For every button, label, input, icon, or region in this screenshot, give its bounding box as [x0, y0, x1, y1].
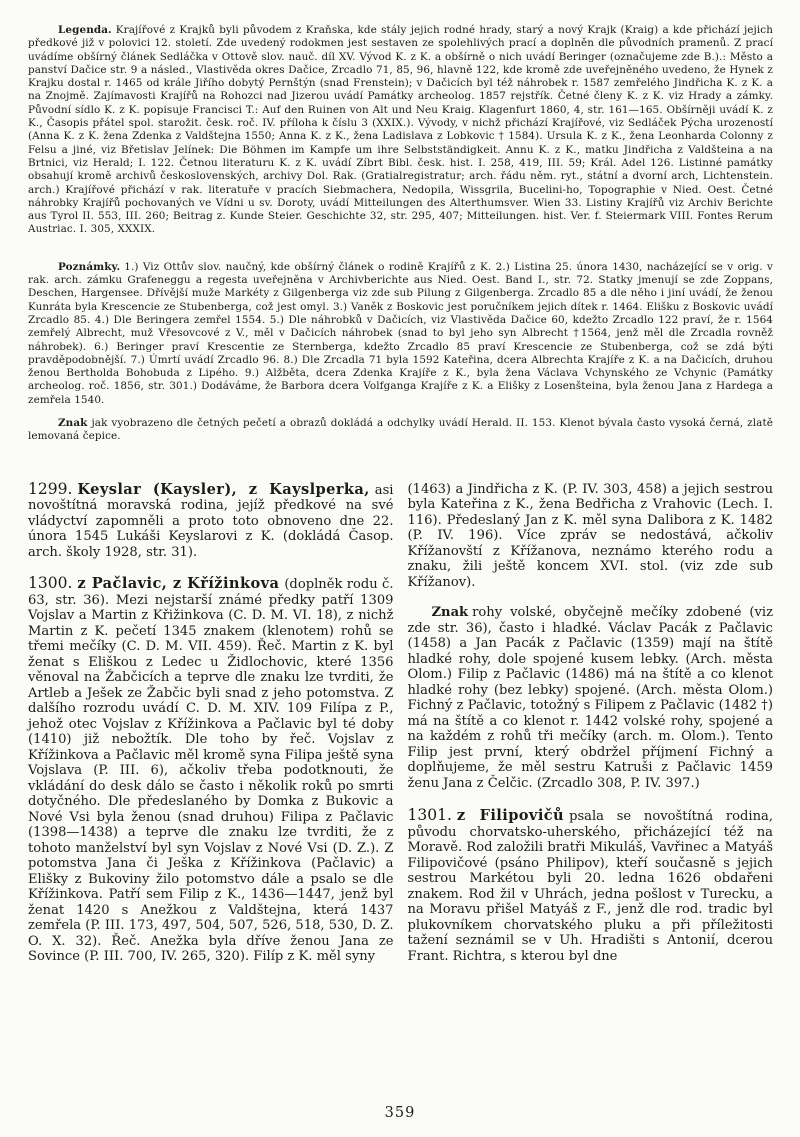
- entry-1301-number: 1301.: [407, 806, 452, 825]
- notes-paragraph: [28, 261, 773, 407]
- two-column-section: [28, 479, 773, 981]
- entry-1299: [28, 479, 394, 561]
- legend-paragraph: [28, 24, 773, 237]
- entry-1300-crest-text: rohy volské, obyčejně mečíky zdobené (viz zde str. 36), často i hladké. Václav Pacák z Pačlavic (1458) a Jan Pacák z Pačlavic (1359) mají na štítě hladké rohy, dole spojené kusem lebky. (Arch. města Olom.) Filip z Pačlavic (1486) má na štítě a co klenot hladké rohy (bez lebky) spojené. (Arch. města Olom.) Fichný z Pačlavic, totožný s Filipem z Pačlavic (1482 †) má na štítě a co klenot r. 1442 volské rohy, spojené a na každém z rohů tři mečíky (arch. m. Olom.). Tento Filip jest první, který obdržel příjmení Fichný a doplňujeme, že měl sestru Katruši z Pačlavic 1459 ženu Jana z Čelčic. (Zrcadlo 308, P. IV. 397.): [407, 605, 773, 791]
- right-column: [408, 482, 774, 981]
- entry-1300-paragraph: [28, 576, 394, 965]
- entry-1301-text: psala se novoštítná rodina, původu chorvatsko-uherského, přicházející též na Moravě. Rod založili bratři Mikuláš, Vavřinec a Matyáš Filipovičové (psáno Philipov), kteří současně s jejich sestrou Markétou byli 20. ledna 1626 obdařeni znakem. Rod žil v Uhrách, jedna pošlost v Turecku, a na Moravu přišel Matyáš z F., jenž dle rod. tradic byl plukovníkem chorvatského pluku a při příležitosti tažení seznámil se v Uh. Hradišti s Antonií, dcerou Frant. Richtra, s kterou byl dne: [407, 809, 773, 964]
- crest-note-lead: Znak: [58, 417, 88, 430]
- legend-text: Krajířové z Krajků byli původem z Kraňska, kde stály jejich rodné hrady, starý a nový Krajk (Kraig) a kde přichází jejich předkové již v polovici 12. století. Zde uvedený rodokmen jest sestaven ze spolehlivých prací a doplněn dle původních pramenů. Z prací uvádíme obšírný článek Sedláčka v Ottově slov. nauč. díl XV. Vývod K. z K. a obšírně o nich uvádí Beringer (označujeme zde B.).: Město a panství Dačice str. 9 a násled., Vlastivěda okres Dačice, Zrcadlo 71, 85, 96, hlavně 122, kde kromě zde uveřejněného uvedeno, že Hynek z Krajku dostal r. 1465 od krále Jiřího dobytý Pernštýn (snad Frenstein); v Dačicích byl též náhrobek r. 1587 zemřelého Jindřicha K. z K. a na Znojmě. Zajímavosti Krajířů na Rohozci nad Jizerou uvádí Památky archeolog. 1857 rejstřík. Četné členy K. z K. viz Hrady a zámky. Původní sídlo K. z K. popisuje Francisci T.: Auf den Ruinen von Alt und Neu Kraig. Klagenfurt 1860, 4, str. 161—165. Obšírněji uvádí K. z K., Časopis přátel spol. starožit. česk. roč. IV. příloha k číslu 3 (XXIX.). Vývody, v nichž přichází Krajířové, viz Sedláček Pýcha urozeností (Anna K. z K. žena Zdenka z Valdštejna 1550; Anna K. z K., žena Ladislava z Lobkovic † 1584). Ursula K. z K., žena Leonharda Colonny z Felsu a jiné, viz Břetislav Jelínek: Die Böhmen im Kampfe um ihre Selbstständigkeit. Annu K. z K., matku Jindřicha z Valdšteina a na Brtnici, viz Herald; I. 122. Četnou literaturu K. z K. uvádí Zíbrt Bibl. česk. hist. I. 258, 419, III. 59; Král. Adel 126. Listinné památky obsahují kromě archivů československých, archivy Dol. Rak. (Gratialregistratur; arch. řádu něm. ryt., státní a dvorní arch, Lichtenstein. arch.) Krajířové přichází v rak. literatuře v pracích Siebmachera, Nedopila, Wissgrila, Bucelini-ho, Topographie v Nied. Oest. Četné náhrobky Krajířů pochovaných ve Vídni u sv. Doroty, uvádí Mitteilungen des Alterthumsver. Wien 33. Listiny Krajířů viz Archiv Berichte aus Tyrol II. 553, III. 260; Beitrag z. Kunde Steier. Geschichte 32, str. 295, 407; Mitteilungen. hist. Ver. f. Steiermark VIII. Fontes Rerum Austriac. I. 305, XXXIX.: [28, 24, 773, 236]
- left-column: [28, 479, 394, 981]
- entry-1299-number: 1299.: [28, 479, 73, 498]
- notes-lead: Poznámky.: [58, 260, 121, 273]
- entry-1300: [28, 576, 394, 965]
- entry-1299-name: Keyslar (Kaysler), z Kayslperka,: [77, 480, 370, 498]
- entry-1301-name: z Filipovičů: [456, 807, 565, 825]
- entry-1300-name: z Pačlavic, z Křížinkova: [77, 575, 280, 593]
- entry-1301-paragraph: [408, 808, 774, 964]
- entry-1300-text: (doplněk rodu č. 63, str. 36). Mezi nejstarší známé předky patří 1309 Vojslav a Martin z Křižinkova (C. D. M. VI. 18), z nichž Martin z K. pečetí 1345 znakem (klenotem) rohů se třemi mečíky (C. D. M. VII. 459). Řeč. Martin z K. byl ženat s Eliškou z Ledec u Židlochovic, které 1356 věnoval na Žabčicích a teprve dle znaku lze tvrditi, že Artleb a Ješek ze Žabčic byli snad z jeho potomstva. Z dalšího rozrodu uvádí C. D. M. XIV. 109 Filípa z P., jehož otec Vojslav z Křížinkova a Pačlavic byl té doby (1410) již nebožtík. Dle toho by řeč. Vojslav z Křížinkova a Pačlavic měl kromě syna Filipa ještě syna Vojslava (P. III. 6), ačkoliv třeba podotknouti, že vkládání do desk dálo se často i několik roků po smrti dotyčného. Dle předeslaného by Domka z Bukovic a Nové Vsi byla ženou (snad druhou) Filipa z Pačlavic (1398—1438) a teprve dle znaku lze tvrditi, že z tohoto manželství byl syn Vojslav z Nové Vsi (D. Z.). Z potomstva Jana či Ješka z Křížinkova (Pačlavic) a Elišky z Bukoviny žilo potomstvo dále a psalo se dle Křížinkova. Patří sem Filip z K., 1436—1447, jenž byl ženat 1420 s Anežkou z Valdštejna, která 1437 zemřela (P. III. 173, 497, 504, 507, 526, 518, 530, D. Z. O. X. 32). Řeč. Anežka byla dříve ženou Jana ze Sovince (P. III. 700, IV. 265, 320). Filíp z K. měl syny: [28, 577, 394, 965]
- entry-1300-continuation: (1463) a Jindřicha z K. (P. IV. 303, 458) a jejich sestrou byla Kateřina z K., žena Bedřicha z Vrahovic (Lech. I. 116). Předeslaný Jan z K. měl syna Dalibora z K. 1482 (P. IV. 196). Více zpráv se nedostává, ačkoliv Křížanovští z Křížanova, neznámo kterého rodu a znaku, žili ještě koncem XVI. stol. (viz zde sub Křížanov).: [407, 481, 773, 590]
- crest-note-paragraph: [28, 417, 773, 444]
- page-number: 359: [384, 1105, 416, 1121]
- crest-note-text: jak vyobrazeno dle četných pečetí a obrazů dokládá a odchylky uvádí Herald. II. 153. Klenot bývala často vysoká černá, zlatě lemovaná čepice.: [28, 417, 773, 443]
- intro-block: [28, 24, 773, 444]
- entry-1299-text: asi novoštítná moravská rodina, jejíž předkové na své vládyctví zapomněli a proto toto obnoveno dne 22. února 1545 Lukáši Keyslarovi z K. (dokládá Časop. arch. školy 1928, str. 31).: [28, 482, 394, 560]
- legend-lead: Legenda.: [58, 24, 112, 36]
- entry-1300-number: 1300.: [28, 574, 73, 593]
- document-page: [28, 24, 773, 981]
- entry-1300-crest-paragraph: [408, 605, 774, 791]
- notes-text: 1.) Viz Ottův slov. naučný, kde obšírný článek o rodině Krajířů z K. 2.) Listina 25. února 1430, nacházející se v orig. v rak. arch. zámku Grafeneggu a regesta uveřejněna v Archivberichte aus Nied. Oest. Band I., str. 72. Statky jmenují se zde Zoppans, Deschen, Hargensee. Dřívější muže Markéty z Gilgenberga viz zde sub Pilung z Gilgenberga. Zrcadlo 85 a dle něho i jiní uvádí, že ženou Kunráta byla Krescencie ze Stubenberga, což jest omyl. 3.) Vaněk z Boskovic jest poručníkem jejich dítek r. 1464. Elišku z Boskovic uvádí Zrcadlo 85. 4.) Dle Beringera zemřel 1554. 5.) Dle náhrobků v Dačicích, viz Vlastivěda Dačice 60, kdežto Zrcadlo 122 praví, že r. 1564 zemřelý Albrecht, muž Vřesovcové z V., měl v Dačicích náhrobek (snad to byl jeho syn Albrecht †1564, jenž měl dle Zrcadla rovněž náhrobek). 6.) Beringer praví Krescentie ze Sternberga, kdežto Zrcadlo 85 praví Krescencie ze Stubenberga, což se zdá býti pravděpodobnější. 7.) Úmrtí uvádí Zrcadlo 96. 8.) Dle Zrcadla 71 byla 1592 Kateřina, dcera Albrechta Krajíře z K. a na Dačicích, druhou ženou Bertholda Bohobuda z Lipého. 9.) Alžběta, dcera Zdenka Krajíře z K., byla žena Václava Vchynského ze Vchynic (Památky archeolog. roč. 1856, str. 301.) Dodáváme, že Barbora dcera Volfganga Krajíře z K. a Elišky z Losenšteina, byla ženou Jana z Hardega a zemřela 1540.: [28, 260, 773, 406]
- entry-1299-paragraph: [28, 479, 394, 561]
- entry-1301: [408, 808, 774, 964]
- entry-1300-crest-lead: Znak: [431, 605, 469, 621]
